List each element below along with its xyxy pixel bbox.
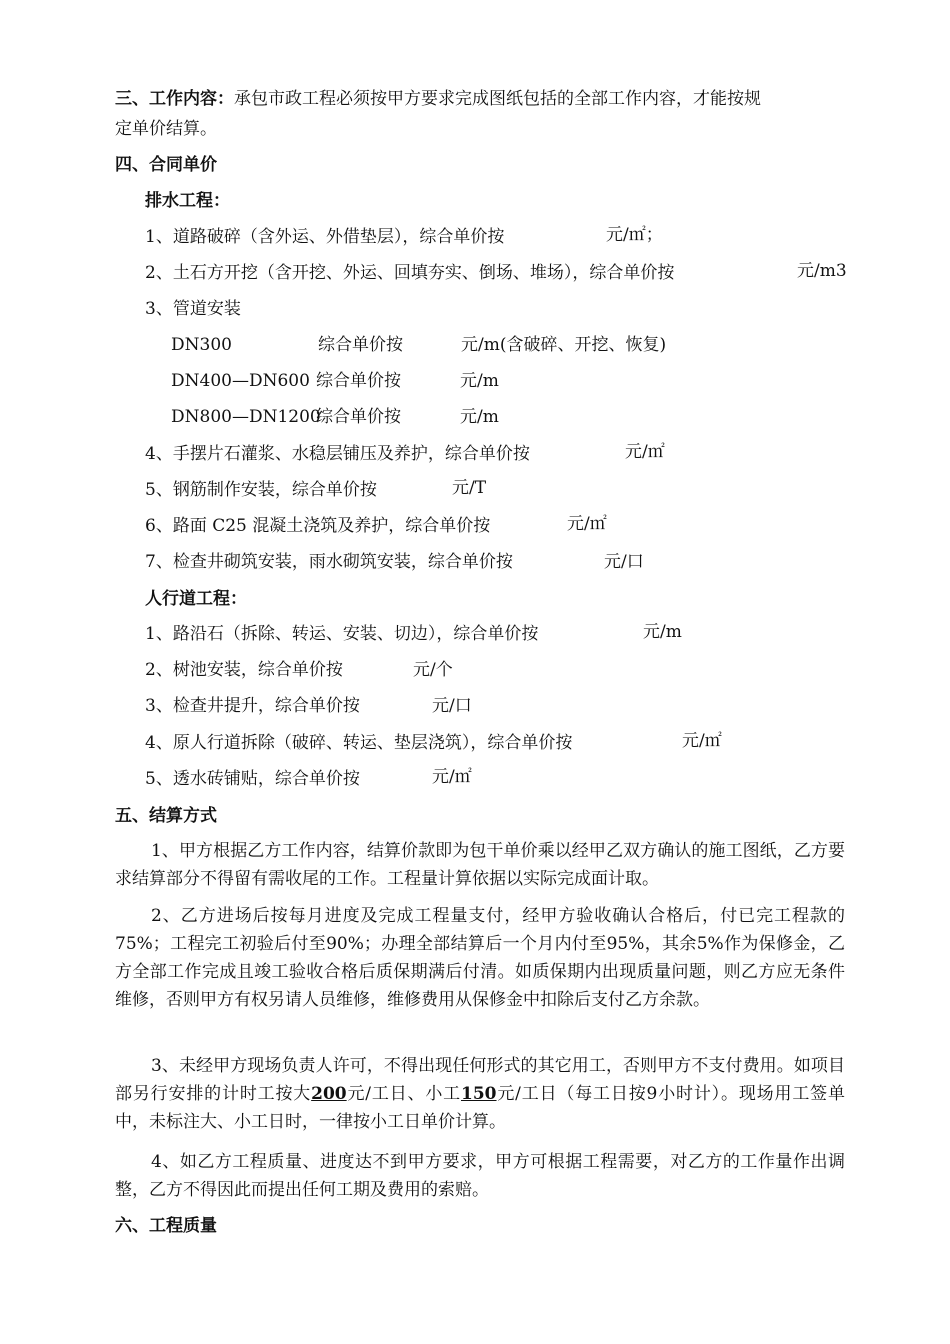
pipe-label-3: 综合单价按	[316, 407, 401, 427]
settlement-paragraph-2: 2、乙方进场后按每月进度及完成工程量支付，经甲方验收确认合格后，付已完工程款的75%；工程完工初验后付至90%；办理全部结算后一个月内付至95%，其余5%作为保修金，乙方全部工作完成且竣工验收合格后质保期满后付清。如质保期内出现质量问题，则乙方应无条件维修，否则甲方有权另请人员维修，维修费用从保修金中扣除后支付乙方余款。	[115, 906, 845, 1010]
pipe-size-1: DN300	[171, 335, 232, 355]
sidewalk-item-4: 4、原人行道拆除（破碎、转运、垫层浇筑），综合单价按	[145, 733, 573, 753]
drainage-item-6-unit: 元/㎡	[567, 514, 607, 534]
sidewalk-item-3: 3、检查井提升，综合单价按	[145, 696, 360, 716]
section3-line1	[115, 88, 761, 110]
sidewalk-item-2: 2、树池安装，综合单价按	[145, 660, 343, 680]
pipe-unit-2: 元/m	[460, 371, 499, 391]
pipe-unit-3: 元/m	[460, 407, 499, 427]
drainage-item-2: 2、土石方开挖（含开挖、外运、回填夯实、倒场、堆场），综合单价按	[145, 263, 675, 283]
settlement-paragraph-4: 4、如乙方工程质量、进度达不到甲方要求，甲方可根据工程需要，对乙方的工作量作出调整，乙方不得因此而提出任何工期及费用的索赔。	[115, 1152, 845, 1200]
skilled-worker-rate: 200	[311, 1084, 347, 1104]
sidewalk-item-3-unit: 元/口	[432, 696, 472, 716]
settlement-p3-part-c: 元/工日（每工日按9小时计）。现场用工签单中，未标注大、小工日时，一律按小工日单价计算。	[115, 1084, 845, 1132]
sidewalk-item-5-unit: 元/㎡	[432, 767, 472, 787]
section4-heading: 四、合同单价	[115, 155, 217, 175]
sidewalk-item-2-unit: 元/个	[413, 660, 453, 680]
section5-heading: 五、结算方式	[115, 806, 217, 826]
drainage-item-4-unit: 元/㎡	[625, 442, 665, 462]
drainage-item-1: 1、道路破碎（含外运、外借垫层），综合单价按	[145, 227, 505, 247]
sidewalk-title: 人行道工程：	[145, 589, 247, 609]
drainage-item-5: 5、钢筋制作安装，综合单价按	[145, 480, 377, 500]
section6-heading: 六、工程质量	[115, 1216, 217, 1236]
drainage-item-3: 3、管道安装	[145, 299, 241, 319]
sidewalk-item-4-unit: 元/㎡	[682, 731, 722, 751]
section3-text1: 承包市政工程必须按甲方要求完成图纸包括的全部工作内容，才能按规	[234, 89, 761, 109]
settlement-p3-part-a: 3、未经甲方现场负责人许可，不得出现任何形式的其它用工，否则甲方不支付费用。如项目部另行安排的计时工按大	[115, 1056, 845, 1104]
settlement-paragraph-3	[115, 1052, 845, 1136]
sidewalk-item-1-unit: 元/m	[643, 622, 682, 642]
drainage-item-5-unit: 元/T	[452, 478, 487, 498]
sidewalk-item-5: 5、透水砖铺贴，综合单价按	[145, 769, 360, 789]
pipe-size-2: DN400—DN600	[171, 371, 310, 391]
section3-heading: 三、工作内容：	[115, 89, 234, 109]
sidewalk-item-1: 1、路沿石（拆除、转运、安装、切边），综合单价按	[145, 624, 539, 644]
drainage-item-4: 4、手摆片石灌浆、水稳层铺压及养护，综合单价按	[145, 444, 530, 464]
section3-text2: 定单价结算。	[115, 119, 217, 139]
drainage-title: 排水工程：	[145, 191, 230, 211]
drainage-item-6: 6、路面 C25 混凝土浇筑及养护，综合单价按	[145, 516, 491, 536]
drainage-item-7-unit: 元/口	[604, 552, 644, 572]
settlement-p3-part-b: 元/工日、小工	[346, 1084, 462, 1104]
drainage-item-7: 7、检查井砌筑安装，雨水砌筑安装，综合单价按	[145, 552, 513, 572]
drainage-item-2-unit: 元/m3	[797, 261, 847, 281]
pipe-unit-1: 元/m(含破碎、开挖、恢复)	[461, 335, 667, 355]
settlement-paragraph-1: 1、甲方根据乙方工作内容，结算价款即为包干单价乘以经甲乙双方确认的施工图纸，乙方要求结算部分不得留有需收尾的工作。工程量计算依据以实际完成面计取。	[115, 841, 845, 889]
pipe-size-3: DN800—DN1200	[171, 407, 321, 427]
drainage-item-1-unit: 元/㎡；	[606, 225, 663, 245]
helper-worker-rate: 150	[461, 1084, 497, 1104]
pipe-label-2: 综合单价按	[316, 371, 401, 391]
pipe-label-1: 综合单价按	[318, 335, 403, 355]
